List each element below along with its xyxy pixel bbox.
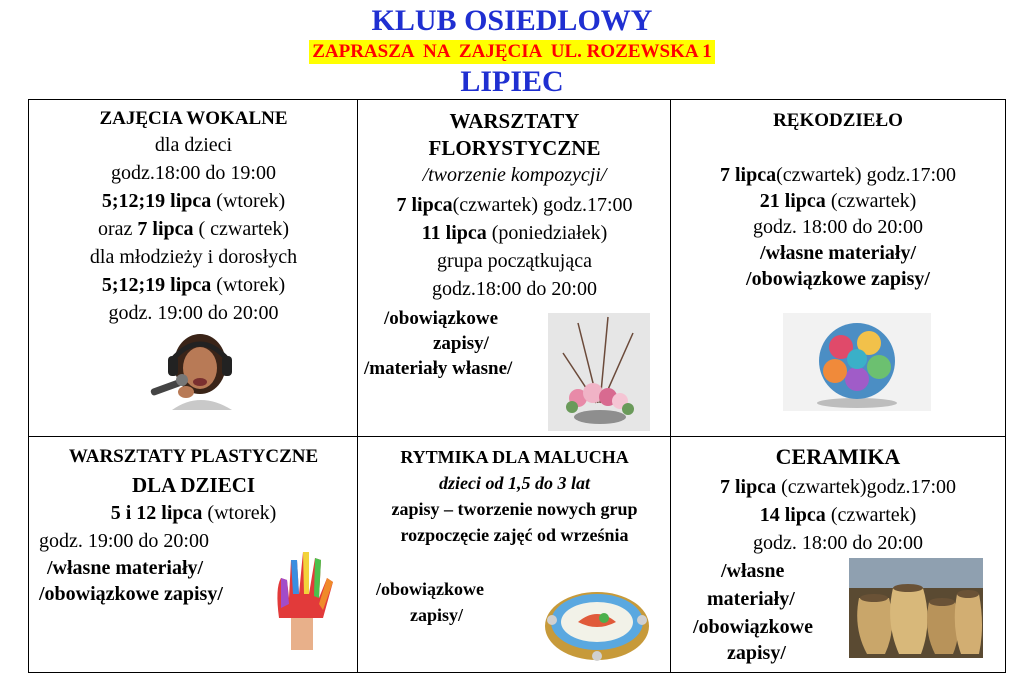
painted-hand-image [261, 538, 341, 650]
vocal-line-5: dla młodzieży i dorosłych [89, 246, 298, 268]
cell-vocal [29, 100, 358, 436]
flower-arrangement-image [548, 313, 650, 431]
subtitle-wrap [0, 40, 1024, 64]
rhythm-note-2: zapisy/ [410, 605, 464, 625]
floristry-note-1: /obowiązkowe [384, 308, 498, 329]
ceramics-note-3: /obowiązkowe [693, 616, 813, 638]
rhythm-line-2: zapisy – tworzenie nowych grup [391, 499, 638, 519]
handicraft-heading: RĘKODZIEŁO [773, 110, 903, 131]
floristry-date-1: 7 lipca [396, 194, 453, 216]
vocal-line-2: godz.18:00 do 19:00 [111, 162, 276, 184]
ceramics-note-2: materiały/ [707, 588, 795, 610]
rhythm-note-1: /obowiązkowe [376, 579, 484, 599]
floristry-date-2: 11 lipca [421, 222, 487, 244]
cell-rhythm [358, 436, 671, 672]
tambourine-image [538, 576, 656, 666]
handicraft-line-1 [671, 162, 1005, 188]
handicraft-line-4: /własne materiały/ [759, 242, 917, 264]
floristry-heading-2: FLORYSTYCZNE [428, 136, 601, 160]
floristry-line-3 [358, 220, 671, 246]
ceramics-time-1: (czwartek)godz.17:00 [776, 476, 957, 498]
month-title: LIPIEC [460, 65, 564, 98]
art-line-2: godz. 19:00 do 20:00 [39, 530, 209, 552]
rhythm-line-3: rozpoczęcie zajęć od września [400, 525, 629, 545]
singer-image [142, 330, 250, 410]
floristry-day-2: (poniedziałek) [486, 222, 608, 244]
rhythm-line-1: dzieci od 1,5 do 3 lat [439, 473, 590, 493]
ceramics-date-1: 7 lipca [719, 476, 777, 498]
ceramics-note-1: /własne [721, 560, 785, 582]
vocal-line-3 [29, 188, 358, 214]
handicraft-line-2 [671, 188, 1005, 214]
cell-floristry [358, 100, 671, 436]
ceramics-line-3: godz. 18:00 do 20:00 [753, 532, 923, 554]
art-day-1: (wtorek) [202, 502, 277, 524]
handicraft-day-2: (czwartek) [825, 190, 917, 212]
handicraft-line-5: /obowiązkowe zapisy/ [746, 268, 930, 290]
vocal-heading: ZAJĘCIA WOKALNE [99, 108, 288, 129]
handicraft-date-1: 7 lipca [719, 164, 777, 186]
floristry-time-1: (czwartek) godz.17:00 [452, 194, 633, 216]
ceramics-date-2: 14 lipca [759, 504, 826, 526]
paper-ball-image [783, 313, 931, 411]
vocal-date-3: 5;12;19 lipca [101, 274, 212, 296]
vocal-date-2: 7 lipca [137, 218, 194, 240]
art-heading-2: DLA DZIECI [131, 473, 256, 497]
rhythm-heading: RYTMIKA DLA MALUCHA [400, 447, 629, 467]
floristry-heading-1: WARSZTATY [449, 109, 580, 133]
cell-ceramics [671, 436, 1005, 672]
vocal-oraz: oraz [97, 218, 138, 240]
schedule-grid [28, 99, 1006, 673]
vocal-date-1: 5;12;19 lipca [101, 190, 212, 212]
art-heading-1: WARSZTATY PLASTYCZNE [68, 446, 319, 467]
handicraft-date-2: 21 lipca [759, 190, 826, 212]
floristry-note-3: /materiały własne/ [364, 358, 513, 379]
art-date-1: 5 i 12 lipca [110, 502, 203, 524]
vocal-line-1: dla dzieci [154, 134, 233, 156]
vocal-day-3: (wtorek) [211, 274, 286, 296]
ceramics-line-1 [671, 474, 1005, 500]
vocal-day-1: (wtorek) [211, 190, 286, 212]
floristry-line-4: grupa początkująca [437, 250, 592, 272]
vocal-line-6 [29, 272, 358, 298]
ceramics-note-4: zapisy/ [727, 642, 786, 664]
clay-pots-image [849, 558, 983, 658]
art-line-3: /własne materiały/ [47, 557, 204, 579]
floristry-line-1: /tworzenie kompozycji/ [422, 164, 607, 186]
ceramics-heading: CERAMIKA [775, 444, 901, 469]
ceramics-day-2: (czwartek) [825, 504, 917, 526]
art-line-1 [29, 500, 358, 526]
vocal-line-4 [29, 216, 358, 242]
floristry-line-5: godz.18:00 do 20:00 [432, 278, 597, 300]
cell-art [29, 436, 358, 672]
floristry-line-2 [358, 192, 671, 218]
page-title: KLUB OSIEDLOWY [371, 4, 653, 37]
art-line-4: /obowiązkowe zapisy/ [39, 583, 223, 605]
vocal-line-7: godz. 19:00 do 20:00 [108, 302, 279, 324]
cell-handicraft [671, 100, 1005, 436]
floristry-note-2: zapisy/ [433, 333, 489, 354]
handicraft-line-3: godz. 18:00 do 20:00 [753, 216, 923, 238]
ceramics-line-2 [671, 502, 1005, 528]
vocal-day-2: ( czwartek) [193, 218, 290, 240]
handicraft-time-1: (czwartek) godz.17:00 [776, 164, 957, 186]
subtitle: ZAPRASZA NA ZAJĘCIA UL. ROZEWSKA 1 [309, 40, 715, 64]
